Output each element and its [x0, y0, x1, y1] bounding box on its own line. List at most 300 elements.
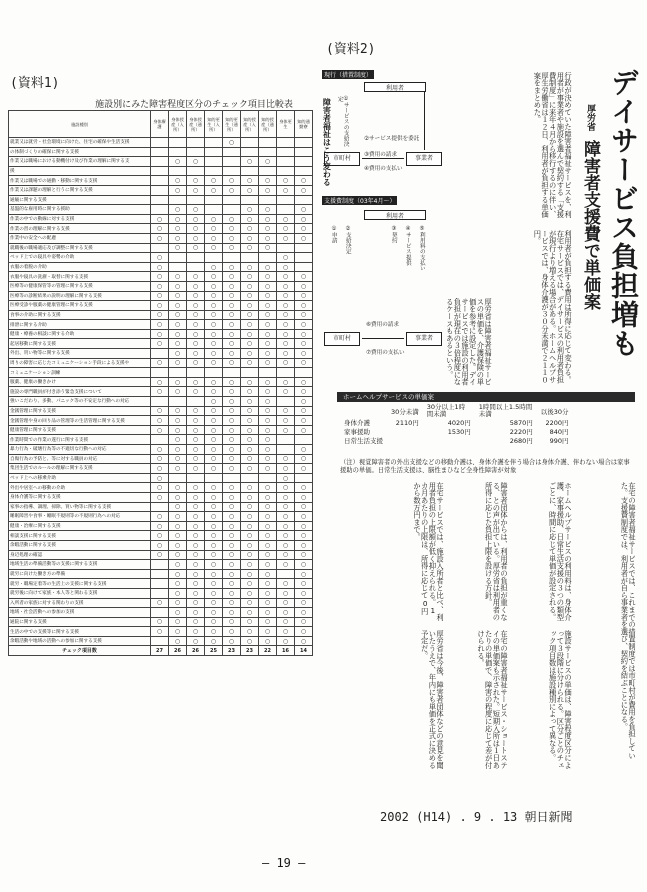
column-header: 知的更生（入所） [205, 111, 223, 138]
empty-cell [205, 138, 223, 148]
check-mark: ○ [295, 636, 313, 646]
check-mark: ○ [259, 243, 277, 253]
check-mark: ○ [277, 521, 295, 531]
table-row [9, 166, 313, 176]
check-mark: ○ [205, 262, 223, 272]
check-mark: ○ [277, 224, 295, 234]
check-mark: ○ [277, 320, 295, 330]
empty-cell [151, 138, 169, 148]
empty-cell [241, 253, 259, 263]
table-row [9, 253, 313, 263]
empty-cell [259, 138, 277, 148]
article-column-9: 在宅の障害者福祉サービス・ショートステイの単価案も示された。短期入所は１日あたりの単価で、障害の程度に応じて差が付けられる。 [477, 630, 509, 769]
check-mark: ○ [205, 550, 223, 560]
check-mark: ○ [205, 224, 223, 234]
check-mark: ○ [241, 320, 259, 330]
check-mark: ○ [259, 492, 277, 502]
check-mark: ○ [187, 617, 205, 627]
check-mark: ○ [241, 425, 259, 435]
new-step-5: ⑤利用料の支払い [418, 226, 425, 272]
check-mark: ○ [241, 281, 259, 291]
check-mark: ○ [259, 550, 277, 560]
fee-cell: 990円 [549, 437, 569, 445]
check-mark: ○ [151, 224, 169, 234]
check-mark: ○ [205, 291, 223, 301]
check-mark: ○ [223, 406, 241, 416]
row-item-label: 地域生活の準備活動等の支援に関する支援 [9, 560, 151, 570]
check-mark: ○ [223, 540, 241, 550]
check-mark: ○ [223, 550, 241, 560]
table-row [9, 233, 313, 243]
check-mark: ○ [169, 349, 187, 359]
empty-cell [151, 157, 169, 167]
diagram-caption: 障害者福祉はこう変わる [322, 98, 332, 186]
check-mark: ○ [169, 627, 187, 637]
check-mark: ○ [241, 397, 259, 407]
table-row [9, 588, 313, 598]
check-mark: ○ [169, 320, 187, 330]
check-mark: ○ [259, 425, 277, 435]
check-mark: ○ [223, 636, 241, 646]
check-mark: ○ [277, 425, 295, 435]
column-header: 施設種別 [9, 111, 151, 138]
check-mark: ○ [169, 492, 187, 502]
row-item-label: 作業の中での動線に対する支援 [9, 214, 151, 224]
check-mark: ○ [295, 598, 313, 608]
check-mark: ○ [187, 502, 205, 512]
empty-cell [295, 243, 313, 253]
empty-cell [151, 185, 169, 195]
row-item-label: 集団生活でのルールの理解に関する支援 [9, 464, 151, 474]
check-mark: ○ [277, 406, 295, 416]
empty-cell [295, 147, 313, 157]
check-mark: ○ [241, 512, 259, 522]
row-item-label: 通級に関する支援 [9, 195, 151, 205]
empty-cell [205, 205, 223, 215]
fee-cell: 2200円 [545, 419, 569, 427]
check-mark: ○ [241, 243, 259, 253]
check-mark: ○ [223, 185, 241, 195]
row-item-label: 作業又は職場での通勤・移動に関する支援 [9, 176, 151, 186]
fee-table-header: ホームヘルプサービスの単価案 [337, 392, 635, 402]
check-mark: ○ [241, 502, 259, 512]
row-item-label: 就労・職場定着等の生活上の支援に関する支援 [9, 579, 151, 589]
fee-col-header: 1時間以上1.5時間未満 [478, 403, 533, 418]
total-cell: 22 [259, 646, 277, 656]
check-mark: ○ [241, 291, 259, 301]
empty-cell [151, 636, 169, 646]
check-mark: ○ [151, 253, 169, 263]
row-item-label: 起居移動に関する支援 [9, 339, 151, 349]
empty-cell [169, 195, 187, 205]
table-row [9, 320, 313, 330]
check-mark: ○ [205, 281, 223, 291]
check-mark: ○ [187, 579, 205, 589]
check-mark: ○ [223, 310, 241, 320]
check-mark: ○ [169, 531, 187, 541]
check-mark: ○ [205, 531, 223, 541]
check-mark: ○ [169, 598, 187, 608]
check-mark: ○ [223, 224, 241, 234]
check-mark: ○ [259, 339, 277, 349]
check-mark: ○ [223, 454, 241, 464]
check-mark: ○ [223, 176, 241, 186]
check-mark: ○ [187, 387, 205, 397]
check-mark: ○ [295, 301, 313, 311]
table-row [9, 617, 313, 627]
check-mark: ○ [259, 636, 277, 646]
empty-cell [241, 195, 259, 205]
check-mark: ○ [169, 291, 187, 301]
check-mark: ○ [187, 464, 205, 474]
check-mark: ○ [295, 224, 313, 234]
empty-cell [223, 473, 241, 483]
check-mark: ○ [259, 445, 277, 455]
check-mark: ○ [277, 531, 295, 541]
page-number: — 19 — [262, 856, 306, 870]
check-mark: ○ [187, 435, 205, 445]
empty-cell [205, 147, 223, 157]
fee-cell: 2680円 [509, 437, 533, 445]
check-mark: ○ [223, 358, 241, 368]
check-mark: ○ [241, 205, 259, 215]
row-item-label: 家事の指導、調理、掃除、買い物等に関する支援 [9, 502, 151, 512]
empty-cell [223, 157, 241, 167]
check-mark: ○ [223, 521, 241, 531]
check-mark: ○ [241, 636, 259, 646]
empty-cell [277, 435, 295, 445]
article-column-6: 障害者団体からは、利用者の負担が重くなる、との声が出ている。厚労省は利用者の所得に応じた負担上限を設ける方針。 [484, 482, 509, 621]
empty-cell [187, 368, 205, 378]
check-mark: ○ [277, 473, 295, 483]
check-mark: ○ [277, 281, 295, 291]
check-mark: ○ [241, 445, 259, 455]
fee-cell [387, 436, 423, 445]
check-mark: ○ [259, 540, 277, 550]
check-mark: ○ [259, 512, 277, 522]
empty-cell [277, 166, 295, 176]
empty-cell [295, 262, 313, 272]
check-mark: ○ [151, 377, 169, 387]
article-column-5: ホームヘルプサービスの利用料は、身体介護、家事援助、日常生活支援の３つの類型ごとに、時間に応じて単価が設定される。 [548, 482, 573, 621]
check-mark: ○ [295, 579, 313, 589]
fee-row [340, 436, 573, 445]
check-mark: ○ [205, 636, 223, 646]
fee-row-name: 家事援助 [344, 428, 370, 436]
check-mark: ○ [151, 310, 169, 320]
check-mark: ○ [295, 272, 313, 282]
check-mark: ○ [295, 627, 313, 637]
check-mark: ○ [187, 310, 205, 320]
table-row [9, 157, 313, 167]
check-mark: ○ [277, 502, 295, 512]
check-mark: ○ [205, 521, 223, 531]
check-mark: ○ [295, 550, 313, 560]
column-header: 知的授産（通所） [259, 111, 277, 138]
new-step-2: ②支給決定 [344, 226, 351, 255]
fee-cell: 4020円 [447, 419, 471, 427]
check-mark: ○ [295, 339, 313, 349]
check-mark: ○ [187, 445, 205, 455]
check-mark: ○ [205, 320, 223, 330]
check-mark: ○ [295, 320, 313, 330]
empty-cell [277, 368, 295, 378]
check-mark: ○ [223, 397, 241, 407]
check-mark: ○ [223, 329, 241, 339]
table-row [9, 464, 313, 474]
check-mark: ○ [241, 416, 259, 426]
check-mark: ○ [187, 521, 205, 531]
check-mark: ○ [187, 214, 205, 224]
check-mark: ○ [223, 291, 241, 301]
check-mark: ○ [223, 512, 241, 522]
empty-cell [205, 166, 223, 176]
check-mark: ○ [151, 416, 169, 426]
check-mark: ○ [259, 464, 277, 474]
row-item-label: 排泄に関する介助 [9, 320, 151, 330]
fee-cell: 840円 [549, 428, 569, 436]
check-mark: ○ [223, 138, 241, 148]
check-mark: ○ [205, 540, 223, 550]
current-step-3: ③費用の請求 [364, 152, 397, 158]
check-mark: ○ [205, 233, 223, 243]
byline: 厚労省 [585, 104, 595, 131]
check-mark: ○ [205, 569, 223, 579]
check-mark: ○ [151, 483, 169, 493]
table-row [9, 185, 313, 195]
check-mark: ○ [259, 416, 277, 426]
table-row [9, 531, 313, 541]
check-mark: ○ [205, 464, 223, 474]
table-row [9, 262, 313, 272]
empty-cell [223, 166, 241, 176]
empty-cell [187, 147, 205, 157]
empty-cell [187, 397, 205, 407]
row-item-label: 作業又は課題の理解と行うに関する支援 [9, 185, 151, 195]
user-box-new: 利用者 [364, 210, 426, 220]
check-mark: ○ [187, 185, 205, 195]
check-mark: ○ [169, 281, 187, 291]
row-item-label: 健康・治療に関する支援 [9, 521, 151, 531]
check-mark: ○ [277, 291, 295, 301]
row-item-label: 健康・療養の相談に関する介助 [9, 329, 151, 339]
check-mark: ○ [277, 358, 295, 368]
check-mark: ○ [205, 454, 223, 464]
table-row [9, 512, 313, 522]
check-mark: ○ [223, 588, 241, 598]
table-row [9, 416, 313, 426]
check-mark: ○ [151, 320, 169, 330]
fee-cell [423, 436, 475, 445]
row-item-label: 医療等の健康保管等の管理に関する支援 [9, 281, 151, 291]
table-row [9, 243, 313, 253]
check-mark: ○ [259, 617, 277, 627]
check-mark: ○ [187, 454, 205, 464]
check-mark: ○ [295, 310, 313, 320]
check-mark: ○ [295, 531, 313, 541]
empty-cell [259, 166, 277, 176]
check-mark: ○ [151, 387, 169, 397]
check-mark: ○ [151, 281, 169, 291]
check-mark: ○ [241, 262, 259, 272]
column-header: 身体療護 [151, 111, 169, 138]
current-step-4: ④費用の支払い [364, 166, 403, 172]
check-mark: ○ [241, 185, 259, 195]
check-mark: ○ [205, 397, 223, 407]
empty-cell [277, 243, 295, 253]
check-mark: ○ [205, 483, 223, 493]
check-mark: ○ [277, 550, 295, 560]
check-mark: ○ [277, 377, 295, 387]
check-mark: ○ [223, 272, 241, 282]
fee-cell: 2220円 [509, 428, 533, 436]
check-mark: ○ [295, 445, 313, 455]
check-mark: ○ [241, 233, 259, 243]
check-mark: ○ [295, 588, 313, 598]
check-mark: ○ [259, 349, 277, 359]
column-header: 知的通勤寮 [295, 111, 313, 138]
check-mark: ○ [295, 521, 313, 531]
check-mark: ○ [187, 329, 205, 339]
empty-cell [295, 157, 313, 167]
check-item-table [8, 110, 313, 656]
empty-cell [223, 195, 241, 205]
fee-row-name: 身体介護 [344, 419, 370, 427]
table-row [9, 349, 313, 359]
row-item-label: 通院に関する支援 [9, 617, 151, 627]
check-mark: ○ [241, 224, 259, 234]
table-row [9, 310, 313, 320]
check-mark: ○ [187, 320, 205, 330]
table-row [9, 281, 313, 291]
empty-cell [241, 147, 259, 157]
check-mark: ○ [223, 627, 241, 637]
check-mark: ○ [205, 387, 223, 397]
check-mark: ○ [169, 560, 187, 570]
table-row [9, 138, 313, 148]
row-item-label: 金銭管理に関する支援 [9, 406, 151, 416]
check-mark: ○ [295, 425, 313, 435]
check-mark: ○ [259, 521, 277, 531]
check-mark: ○ [187, 339, 205, 349]
check-mark: ○ [241, 521, 259, 531]
row-item-label: 作業中の安全への配慮 [9, 233, 151, 243]
empty-cell [151, 588, 169, 598]
check-mark: ○ [205, 588, 223, 598]
empty-cell [187, 473, 205, 483]
article-column-2: 利用者が負担する費用は所得に応じて変わる。在宅サービスでは、デイサービスの利用者負担が現行より増える場合がある。ホームヘルプサービスでは、身体介護が３０分未満で２１１０円。 [533, 230, 573, 384]
row-item-label: 健康管理に関する支援 [9, 425, 151, 435]
check-mark: ○ [187, 560, 205, 570]
check-mark: ○ [259, 291, 277, 301]
check-mark: ○ [277, 560, 295, 570]
check-mark: ○ [241, 550, 259, 560]
column-header: 身体授産（入所） [169, 111, 187, 138]
table-row [9, 329, 313, 339]
row-item-label: 作業時間での作業の遂行に関する支援 [9, 435, 151, 445]
table-row [9, 550, 313, 560]
check-mark: ○ [205, 608, 223, 618]
empty-cell [187, 166, 205, 176]
new-system-label: 支援費制度（03年4月〜） [324, 198, 396, 205]
check-mark: ○ [187, 157, 205, 167]
check-mark: ○ [223, 262, 241, 272]
check-mark: ○ [151, 550, 169, 560]
empty-cell [295, 473, 313, 483]
row-item-label: 就労に向けた働き方の準備 [9, 569, 151, 579]
empty-cell [277, 195, 295, 205]
table-row [9, 387, 313, 397]
check-mark: ○ [205, 512, 223, 522]
row-item-label: 衣服の着脱の介助 [9, 262, 151, 272]
check-mark: ○ [295, 512, 313, 522]
check-mark: ○ [241, 627, 259, 637]
table-row [9, 397, 313, 407]
check-mark: ○ [169, 569, 187, 579]
check-mark: ○ [151, 531, 169, 541]
check-mark: ○ [295, 214, 313, 224]
check-mark: ○ [259, 157, 277, 167]
user-box: 利用者 [364, 82, 426, 92]
check-mark: ○ [187, 301, 205, 311]
check-mark: ○ [187, 416, 205, 426]
check-mark: ○ [169, 464, 187, 474]
check-mark: ○ [259, 588, 277, 598]
empty-cell [151, 397, 169, 407]
check-mark: ○ [151, 454, 169, 464]
empty-cell [295, 195, 313, 205]
empty-cell [223, 368, 241, 378]
check-mark: ○ [187, 243, 205, 253]
empty-cell [205, 195, 223, 205]
check-mark: ○ [277, 416, 295, 426]
fee-row-name: 日常生活支援 [344, 437, 383, 445]
check-mark: ○ [241, 301, 259, 311]
check-mark: ○ [187, 608, 205, 618]
check-mark: ○ [259, 560, 277, 570]
check-mark: ○ [295, 464, 313, 474]
empty-cell [205, 473, 223, 483]
row-item-label: 余暇活動や地域の活動への参加に関する支援 [9, 636, 151, 646]
check-mark: ○ [169, 387, 187, 397]
check-mark: ○ [259, 205, 277, 215]
empty-cell [277, 205, 295, 215]
city-box-new: 市町村 [324, 332, 360, 346]
empty-cell [151, 147, 169, 157]
check-mark: ○ [205, 560, 223, 570]
fee-col-header: 以後30分 [540, 407, 569, 416]
check-mark: ○ [169, 339, 187, 349]
check-mark: ○ [169, 272, 187, 282]
column-header: 知的授産（入所） [241, 111, 259, 138]
check-mark: ○ [205, 339, 223, 349]
row-item-label: 援 [9, 166, 151, 176]
check-mark: ○ [223, 560, 241, 570]
check-mark: ○ [241, 157, 259, 167]
row-item-label: コミュニケーション訓練 [9, 368, 151, 378]
arrow-line [362, 338, 404, 339]
empty-cell [169, 166, 187, 176]
empty-cell [187, 195, 205, 205]
empty-cell [187, 253, 205, 263]
row-item-label: 就業又は就労・社会環境に向けた、住宅の確保や生活支援 [9, 138, 151, 148]
empty-cell [187, 138, 205, 148]
total-cell: 23 [223, 646, 241, 656]
check-mark: ○ [223, 339, 241, 349]
row-item-label: 入所者の家族に対する関わりの支援 [9, 598, 151, 608]
empty-cell [151, 166, 169, 176]
check-mark: ○ [295, 540, 313, 550]
